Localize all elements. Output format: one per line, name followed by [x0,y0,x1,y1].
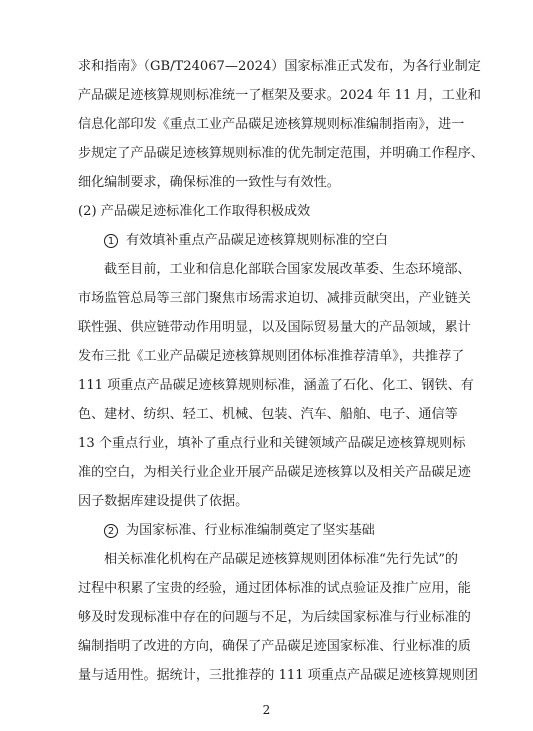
paragraph-line: 截至目前，工业和信息化部联合国家发展改革委、生态环境部、 [104,262,471,277]
list-item-heading [104,233,388,249]
circled-number: 2 [104,524,118,538]
list-item-heading [104,523,375,539]
list-item-title: 有效填补重点产品碳足迹核算规则标准的空白 [126,233,388,248]
paragraph-line: 13 个重点行业，填补了重点行业和关键领域产品碳足迹核算规则标 [78,436,466,451]
paragraph-line: 产品碳足迹核算规则标准统一了框架及要求。2024 年 11 月，工业和 [78,88,481,103]
paragraph-line: 编制指明了改进的方向，确保了产品碳足迹国家标准、行业标准的质 [78,639,471,654]
paragraph-line: 够及时发现标准中存在的问题与不足，为后续国家标准与行业标准的 [78,610,471,625]
paragraph-line: 过程中积累了宝贵的经验，通过团体标准的试点验证及推广应用，能 [78,581,471,596]
paragraph-line: 细化编制要求，确保标准的一致性与有效性。 [78,175,340,190]
paragraph-line: 联性强、供应链带动作用明显，以及国际贸易量大的产品领域，累计 [78,320,471,335]
paragraph-line: 求和指南》（GB/T24067—2024）国家标准正式发布，为各行业制定 [78,59,481,74]
page-number: 2 [262,703,271,717]
paragraph-line: 相关标准化机构在产品碳足迹核算规则团体标准“先行先试”的 [104,552,458,567]
paragraph-line: 量与适用性。据统计，三批推荐的 111 项重点产品碳足迹核算规则团 [78,668,478,683]
paragraph-line: 准的空白，为相关行业企业开展产品碳足迹核算以及相关产品碳足迹 [78,465,471,480]
paragraph-line: 步规定了产品碳足迹核算规则标准的优先制定范围，并明确工作程序、 [78,146,484,161]
paragraph-line: 111 项重点产品碳足迹核算规则标准，涵盖了石化、化工、钢铁、有 [78,378,474,393]
paragraph-line: 市场监管总局等三部门聚焦市场需求迫切、减排贡献突出，产业链关 [78,291,471,306]
paragraph-line: 信息化部印发《重点工业产品碳足迹核算规则标准编制指南》，进一 [78,117,465,132]
list-item-title: 为国家标准、行业标准编制奠定了坚实基础 [126,523,375,538]
paragraph-line: 发布三批《工业产品碳足迹核算规则团体标准推荐清单》，共推荐了 [78,349,465,364]
section-heading: (2) 产品碳足迹标准化工作取得积极成效 [78,204,311,219]
paragraph-line: 因子数据库建设提供了依据。 [78,494,249,509]
circled-number: 1 [104,234,118,248]
paragraph-line: 色、建材、纺织、轻工、机械、包装、汽车、船舶、电子、通信等 [78,407,458,422]
